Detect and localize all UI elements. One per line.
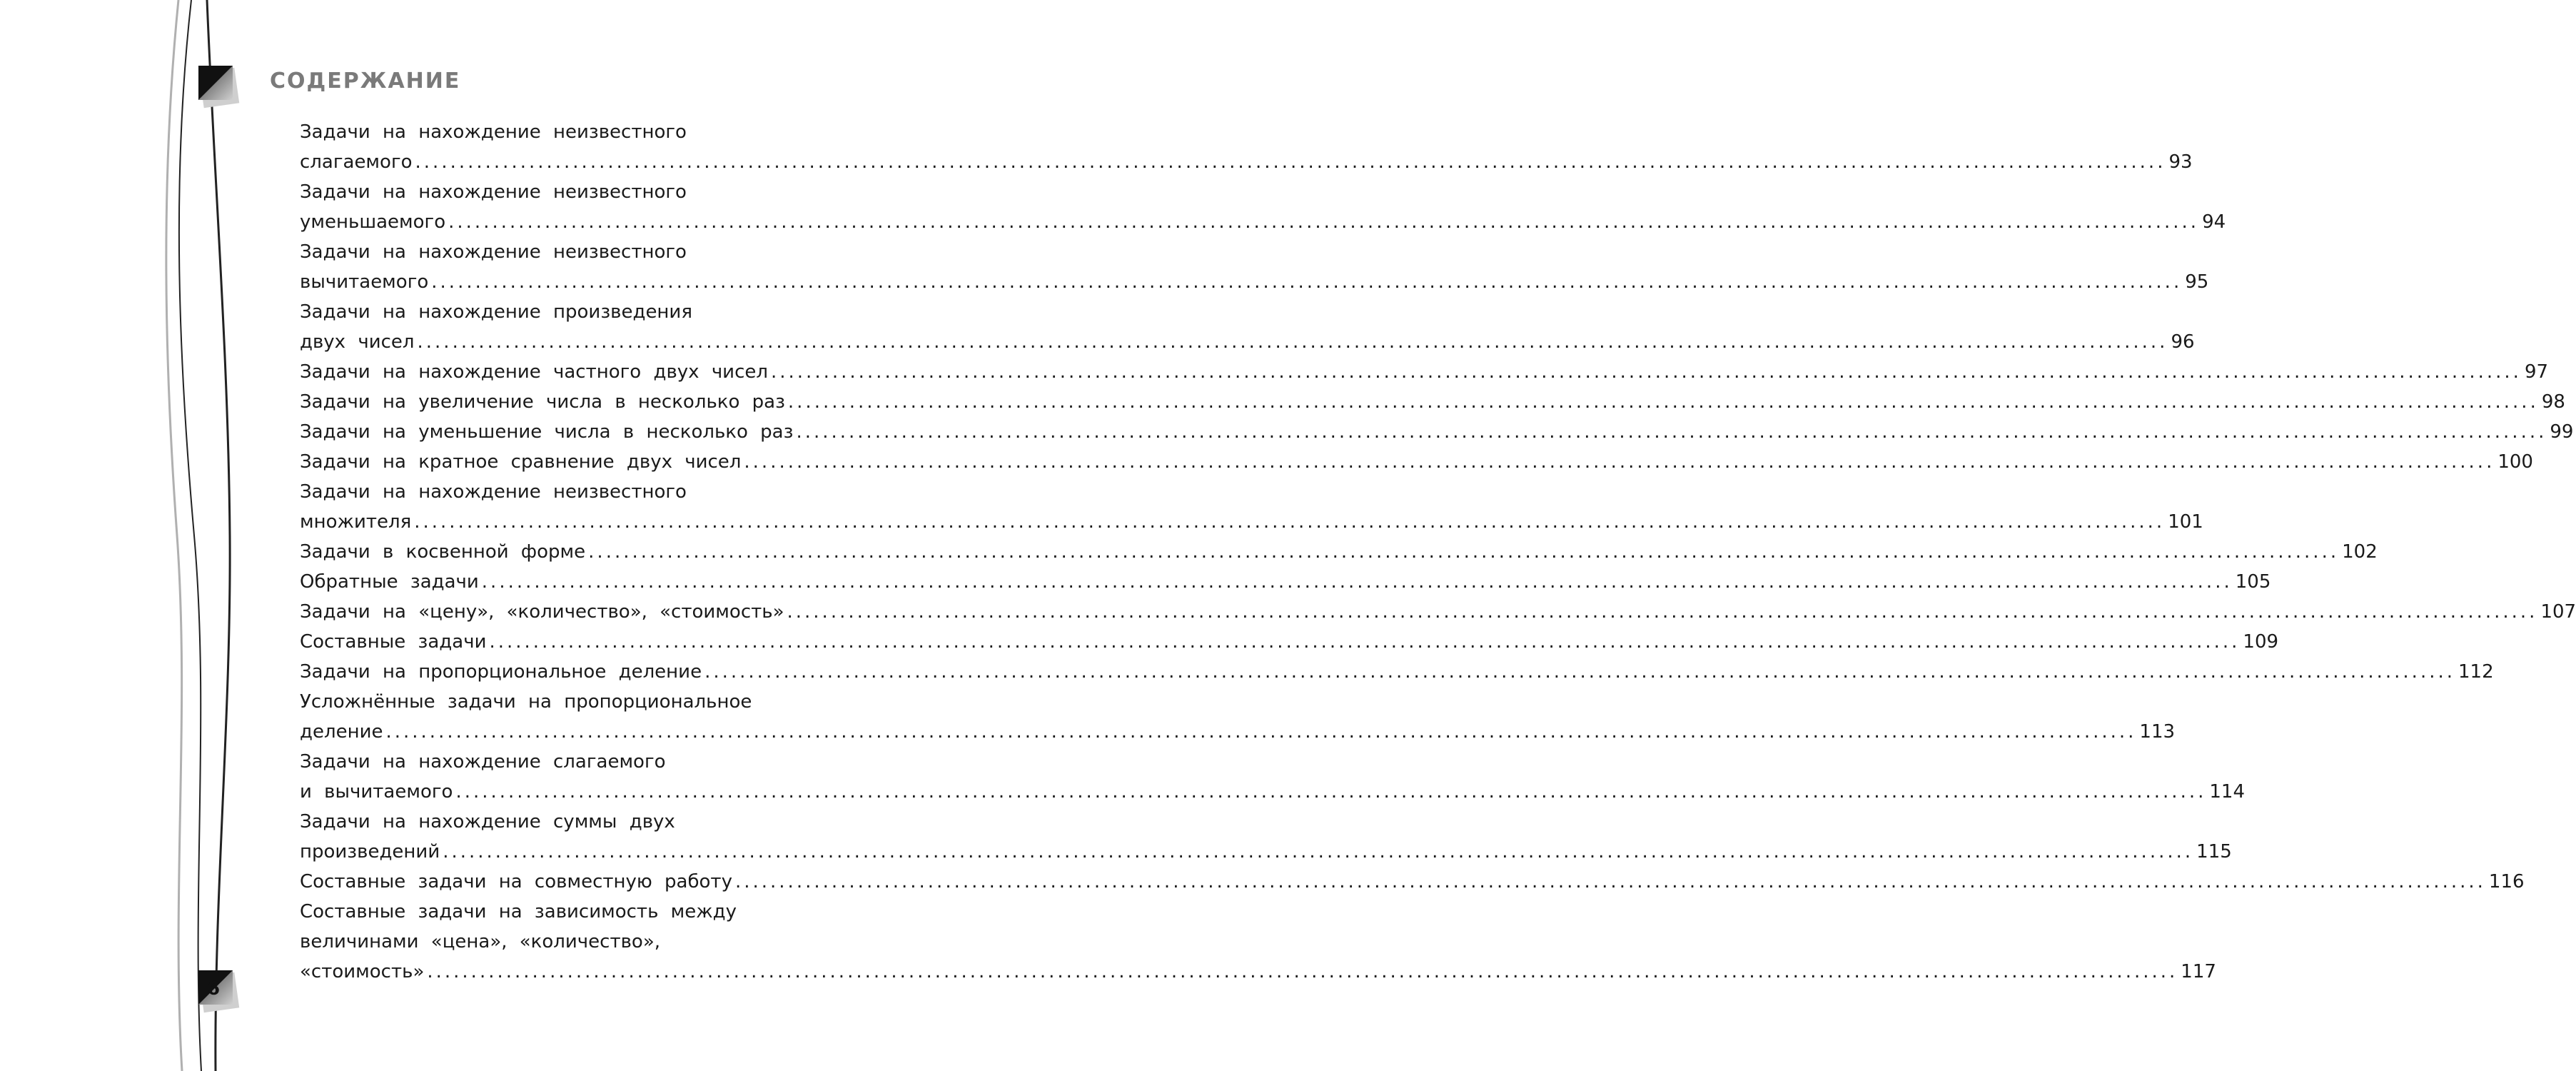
toc-dot-leader: ........................................................................................................................................................................................................ <box>489 631 2241 653</box>
toc-entry-title: слагаемого <box>300 151 413 173</box>
toc-entry <box>300 327 2195 357</box>
toc-dot-leader: ........................................................................................................................................................................................................ <box>385 721 2137 743</box>
toc-entry <box>300 477 869 507</box>
toc-entry-title: Обратные задачи <box>300 571 479 593</box>
toc-page-number: 96 <box>2171 331 2195 353</box>
toc-entry <box>300 147 2193 177</box>
toc-dot-leader: ........................................................................................................................................................................................................ <box>704 661 2456 683</box>
toc-page-number: 116 <box>2488 871 2525 892</box>
toc-dot-leader: ........................................................................................................................................................................................................ <box>455 781 2207 803</box>
toc-dot-leader: ........................................................................................................................................................................................................ <box>427 961 2178 982</box>
toc-page-number: 102 <box>2342 541 2378 563</box>
toc-entry <box>300 177 869 207</box>
toc-dot-leader: ........................................................................................................................................................................................................ <box>443 841 2194 863</box>
toc-entry-title: и вычитаемого <box>300 781 453 803</box>
toc-dot-leader: ........................................................................................................................................................................................................ <box>771 361 2522 383</box>
toc-dot-leader: ........................................................................................................................................................................................................ <box>431 271 2183 293</box>
toc-entry-title: вычитаемого <box>300 271 429 293</box>
toc-dot-leader: ........................................................................................................................................................................................................ <box>796 421 2547 443</box>
toc-page-number: 97 <box>2524 361 2549 383</box>
toc-entry-title: величинами «цена», «количество», <box>300 931 661 952</box>
toc-entry-title: Составные задачи <box>300 631 487 653</box>
toc-entry <box>300 867 2525 897</box>
toc-dot-leader: ........................................................................................................................................................................................................ <box>414 511 2166 533</box>
toc-page-number: 99 <box>2550 421 2574 443</box>
toc-entry-title: Задачи на пропорциональное деление <box>300 661 702 683</box>
toc-entry <box>300 957 2216 987</box>
toc-dot-leader: ........................................................................................................................................................................................................ <box>744 451 2495 473</box>
toc-entry-title: Задачи на нахождение произведения <box>300 301 692 323</box>
toc-entry <box>300 777 2246 807</box>
toc-entry-title: Задачи на нахождение суммы двух <box>300 811 675 833</box>
toc-entry <box>300 417 2574 447</box>
toc-entry-title: Задачи на увеличение числа в несколько раз <box>300 391 785 413</box>
toc-page-number: 101 <box>2168 511 2203 533</box>
toc-page-number: 113 <box>2139 721 2176 743</box>
toc-page-number: 114 <box>2209 781 2246 803</box>
toc-entry <box>300 927 869 957</box>
toc-entry <box>300 657 2494 687</box>
toc-entry-title: Составные задачи на совместную работу <box>300 871 732 892</box>
toc-page-number: 105 <box>2235 571 2271 593</box>
toc-dot-leader: ........................................................................................................................................................................................................ <box>787 601 2538 623</box>
toc-page-number: 115 <box>2196 841 2232 863</box>
toc-dot-leader: ........................................................................................................................................................................................................ <box>417 331 2168 353</box>
toc-page-number: 109 <box>2243 631 2279 653</box>
toc-entry-title: Задачи на уменьшение числа в несколько раз <box>300 421 794 443</box>
toc-entry-title: Задачи на нахождение частного двух чисел <box>300 361 768 383</box>
table-of-contents <box>300 117 2576 987</box>
toc-entry <box>300 357 2549 387</box>
toc-page-number: 100 <box>2497 451 2533 473</box>
toc-page-number: 107 <box>2540 601 2576 623</box>
toc-dot-leader: ........................................................................................................................................................................................................ <box>787 391 2539 413</box>
toc-dot-leader: ........................................................................................................................................................................................................ <box>588 541 2340 563</box>
toc-entry <box>300 537 2378 567</box>
toc-dot-leader: ........................................................................................................................................................................................................ <box>415 151 2166 173</box>
page-title: СОДЕРЖАНИЕ <box>270 69 461 94</box>
toc-entry-title: уменьшаемого <box>300 211 446 233</box>
toc-entry <box>300 507 2203 537</box>
toc-entry <box>300 747 869 777</box>
toc-dot-leader: ........................................................................................................................................................................................................ <box>481 571 2233 593</box>
toc-entry <box>300 627 2279 657</box>
toc-dot-leader: ........................................................................................................................................................................................................ <box>448 211 2200 233</box>
toc-entry-title: Задачи на нахождение неизвестного <box>300 241 687 263</box>
toc-entry <box>300 717 2176 747</box>
page-number: 6 <box>207 978 221 1000</box>
toc-page-number: 112 <box>2458 661 2494 683</box>
section-corner-icon <box>194 63 238 107</box>
toc-entry-title: Задачи на нахождение слагаемого <box>300 751 666 773</box>
toc-page-number: 93 <box>2168 151 2193 173</box>
toc-entry <box>300 117 869 147</box>
toc-entry-title: произведений <box>300 841 440 863</box>
toc-entry <box>300 207 2226 237</box>
toc-entry <box>300 687 869 717</box>
toc-entry-title: «стоимость» <box>300 961 425 982</box>
toc-page-number: 98 <box>2541 391 2565 413</box>
toc-entry-title: Задачи на нахождение неизвестного <box>300 481 687 503</box>
toc-entry-title: Задачи в косвенной форме <box>300 541 586 563</box>
toc-page-number: 95 <box>2185 271 2209 293</box>
toc-page-number: 117 <box>2181 961 2216 982</box>
toc-entry-title: двух чисел <box>300 331 415 353</box>
toc-entry-title: Усложнённые задачи на пропорциональное <box>300 691 752 713</box>
toc-entry-title: Задачи на «цену», «количество», «стоимость» <box>300 601 784 623</box>
toc-entry <box>300 387 2565 417</box>
toc-entry <box>300 237 869 267</box>
toc-entry-title: множителя <box>300 511 412 533</box>
toc-entry-title: Задачи на кратное сравнение двух чисел <box>300 451 742 473</box>
toc-entry-title: деление <box>300 721 383 743</box>
toc-entry-title: Составные задачи на зависимость между <box>300 901 737 922</box>
toc-page-number: 94 <box>2202 211 2226 233</box>
toc-entry <box>300 447 2533 477</box>
toc-entry-title: Задачи на нахождение неизвестного <box>300 181 687 203</box>
toc-entry <box>300 807 869 837</box>
toc-entry <box>300 567 2271 597</box>
toc-entry-title: Задачи на нахождение неизвестного <box>300 121 687 143</box>
toc-entry <box>300 597 2576 627</box>
toc-dot-leader: ........................................................................................................................................................................................................ <box>734 871 2486 892</box>
toc-entry <box>300 837 2232 867</box>
toc-entry <box>300 897 869 927</box>
toc-entry <box>300 297 869 327</box>
toc-entry <box>300 267 2209 297</box>
